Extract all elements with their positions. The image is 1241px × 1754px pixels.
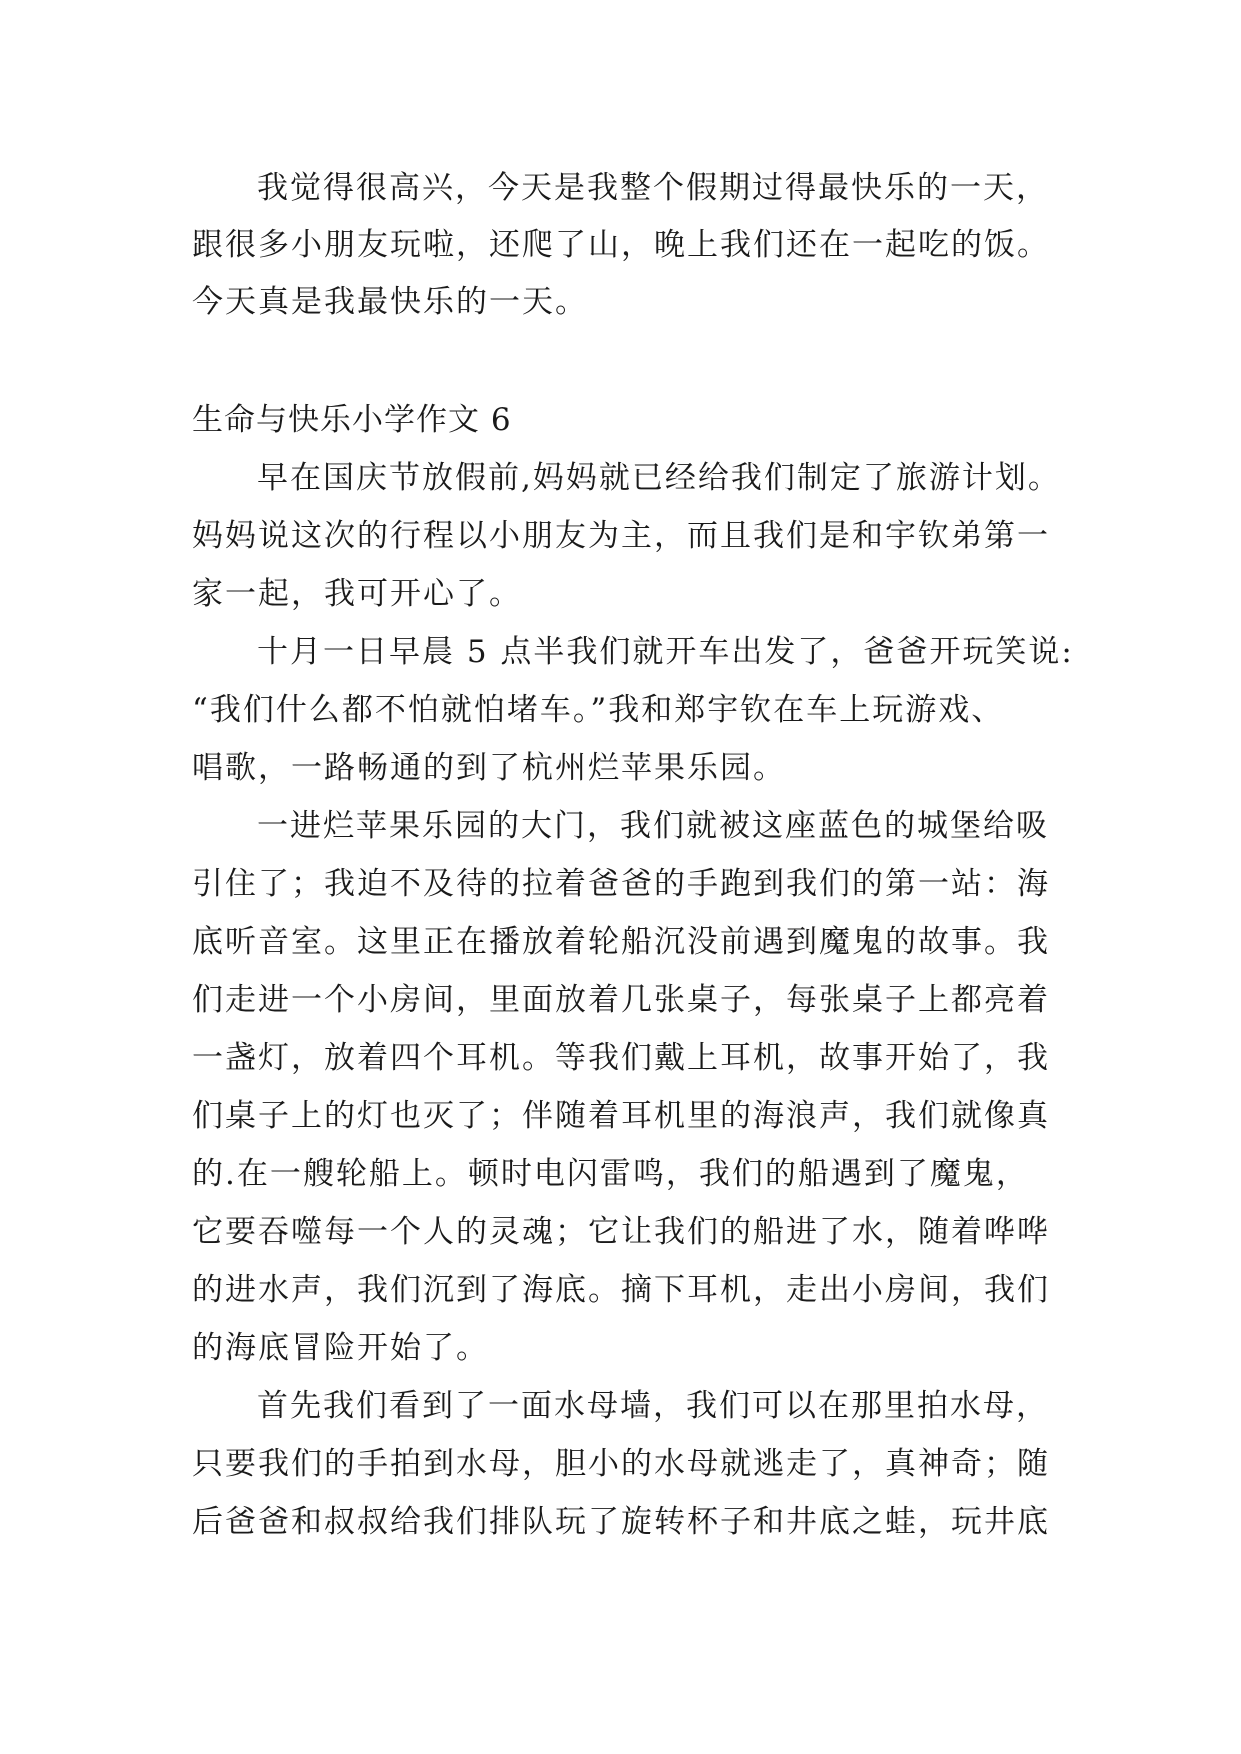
text-line: 引住了；我迫不及待的拉着爸爸的手跑到我们的第一站：海 [192, 866, 1050, 902]
text-line: 它要吞噬每一个人的灵魂；它让我们的船进了水，随着哗哗 [192, 1214, 1050, 1250]
text-line: 的海底冒险开始了。 [192, 1330, 489, 1366]
text-line: 十月一日早晨 5 点半我们就开车出发了，爸爸开玩笑说: [257, 634, 1074, 670]
text-line: 们走进一个小房间，里面放着几张桌子，每张桌子上都亮着 [192, 982, 1050, 1018]
text-line: 底听音室。这里正在播放着轮船沉没前遇到魔鬼的故事。我 [192, 924, 1050, 960]
text-line: 们桌子上的灯也灭了；伴随着耳机里的海浪声，我们就像真 [192, 1098, 1050, 1134]
text-line: 一进烂苹果乐园的大门，我们就被这座蓝色的城堡给吸 [257, 808, 1049, 844]
text-line: 后爸爸和叔叔给我们排队玩了旋转杯子和井底之蛙，玩井底 [192, 1504, 1050, 1540]
text-line: 家一起，我可开心了。 [192, 576, 522, 612]
text-line: “我们什么都不怕就怕堵车。”我和郑宇钦在车上玩游戏、 [192, 692, 1005, 728]
text-line: 的.在一艘轮船上。顿时电闪雷鸣，我们的船遇到了魔鬼， [192, 1156, 1029, 1192]
text-line: 首先我们看到了一面水母墙，我们可以在那里拍水母， [257, 1388, 1049, 1424]
text-line: 跟很多小朋友玩啦，还爬了山，晚上我们还在一起吃的饭。 [192, 227, 1050, 263]
section-heading: 生命与快乐小学作文 6 [192, 402, 512, 438]
text-line: 的进水声，我们沉到了海底。摘下耳机，走出小房间，我们 [192, 1272, 1050, 1308]
text-line: 今天真是我最快乐的一天。 [192, 284, 588, 320]
text-line: 我觉得很高兴，今天是我整个假期过得最快乐的一天， [257, 170, 1049, 206]
text-line: 早在国庆节放假前,妈妈就已经给我们制定了旅游计划。 [257, 460, 1061, 496]
text-line: 只要我们的手拍到水母，胆小的水母就逃走了，真神奇；随 [192, 1446, 1050, 1482]
text-line: 唱歌，一路畅通的到了杭州烂苹果乐园。 [192, 750, 786, 786]
text-line: 一盏灯，放着四个耳机。等我们戴上耳机，故事开始了，我 [192, 1040, 1050, 1076]
text-line: 妈妈说这次的行程以小朋友为主，而且我们是和宇钦弟第一 [192, 518, 1050, 554]
